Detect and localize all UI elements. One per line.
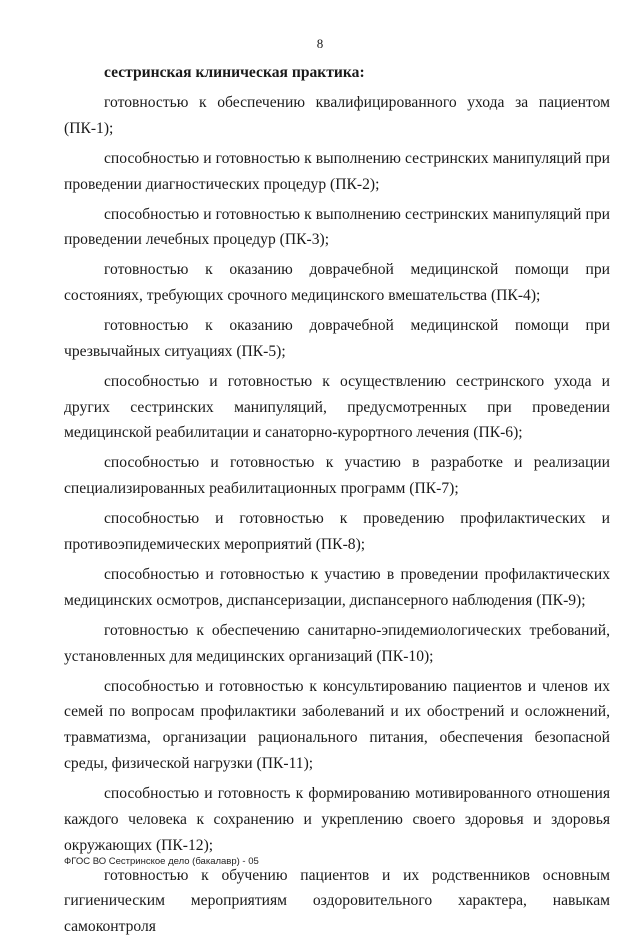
competency-paragraph: готовностью к обеспечению санитарно-эпидемиологических требований, установленных для медицинских организаций (ПК-10);	[64, 621, 610, 665]
competency-paragraph: готовностью к обеспечению квалифицированного ухода за пациентом (ПК-1);	[64, 93, 610, 137]
competency-paragraph: способностью и готовностью к участию в разработке и реализации специализированных реабилитационных программ (ПК-7);	[64, 454, 610, 498]
document-footer: ФГОС ВО Сестринское дело (бакалавр) - 05	[64, 856, 259, 867]
competency-paragraph: способностью и готовностью к выполнению сестринских манипуляций при проведении диагностических процедур (ПК-2);	[64, 149, 610, 193]
competency-paragraph: готовностью к оказанию доврачебной медицинской помощи при состояниях, требующих срочного медицинского вмешательства (ПК-4);	[64, 261, 610, 305]
competency-paragraph: готовностью к обучению пациентов и их родственников основным гигиеническим мероприятиям оздоровительного характера, навыкам самоконтроля	[64, 866, 610, 936]
page-number: 8	[316, 36, 324, 51]
competency-paragraph: способностью и готовностью к участию в проведении профилактических медицинских осмотров, диспансеризации, диспансерного наблюдения (ПК-9);	[64, 566, 610, 609]
competency-paragraph: способностью и готовностью к консультированию пациентов и членов их семей по вопросам профилактики заболеваний и их обострений и осложнений, травматизма, организации рационального питания, обеспечения безопасной среды, физической нагрузки (ПК-11);	[64, 677, 610, 772]
document-body	[64, 60, 610, 944]
competency-paragraph: способностью и готовностью к проведению профилактических и противоэпидемических мероприятий (ПК-8);	[64, 510, 610, 554]
competency-paragraph: способностью и готовность к формированию мотивированного отношения каждого человека к сохранению и укреплению своего здоровья и здоровья окружающих (ПК-12);	[64, 784, 610, 854]
competency-paragraph: способностью и готовностью к осуществлению сестринского ухода и других сестринских манипуляций, предусмотренных при проведении медицинской реабилитации и санаторно-курортного лечения (ПК-6);	[64, 372, 610, 442]
competency-paragraph: готовностью к оказанию доврачебной медицинской помощи при чрезвычайных ситуациях (ПК-5);	[64, 317, 610, 360]
section-heading: сестринская клиническая практика:	[104, 64, 365, 81]
competency-paragraph: способностью и готовностью к выполнению сестринских манипуляций при проведении лечебных процедур (ПК-3);	[64, 205, 610, 249]
